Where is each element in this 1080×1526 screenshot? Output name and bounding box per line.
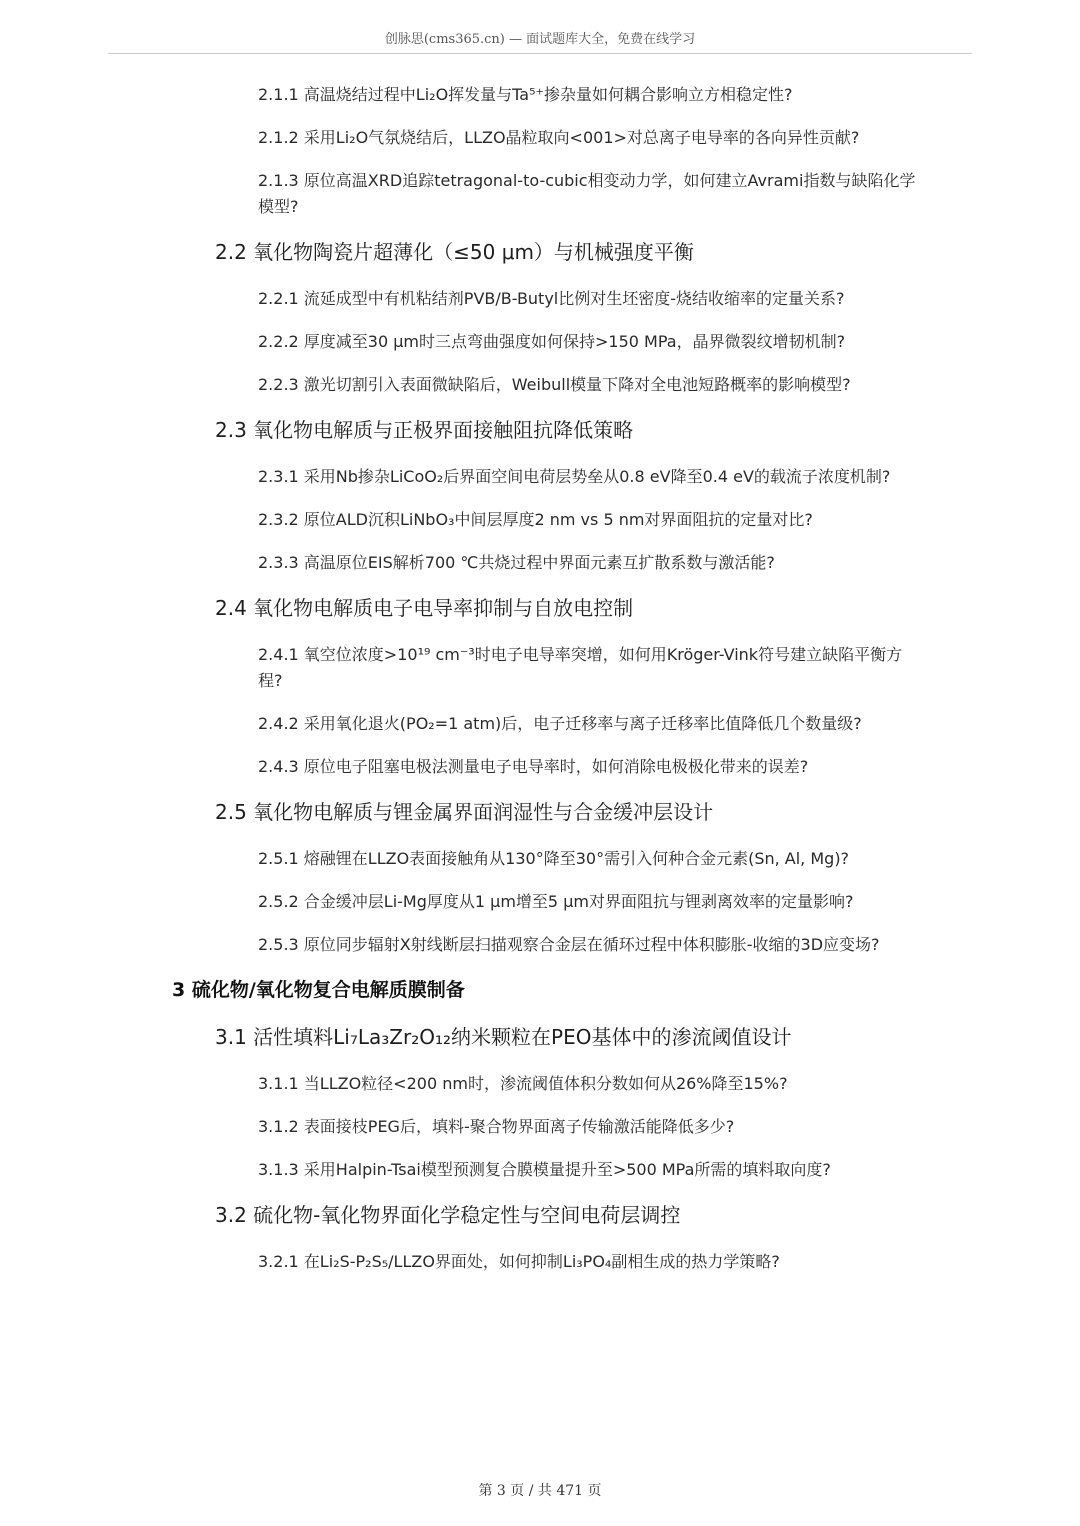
question-2-3-3: 2.3.3 高温原位EIS解析700 ℃共烧过程中界面元素互扩散系数与激活能?: [258, 553, 775, 572]
question-2-5-3: 2.5.3 原位同步辐射X射线断层扫描观察合金层在循环过程中体积膨胀-收缩的3D应变场?: [258, 935, 880, 954]
question-2-1-2: 2.1.2 采用Li₂O气氛烧结后，LLZO晶粒取向<001>对总离子电导率的各向异性贡献?: [258, 128, 860, 147]
question-2-4-2: 2.4.2 采用氧化退火(PO₂=1 atm)后，电子迁移率与离子迁移率比值降低几个数量级?: [258, 714, 862, 733]
question-3-1-2: 3.1.2 表面接枝PEG后，填料-聚合物界面离子传输激活能降低多少?: [258, 1117, 735, 1136]
subsection-heading-2-4: 2.4 氧化物电解质电子电导率抑制与自放电控制: [215, 596, 634, 620]
question-3-1-1: 3.1.1 当LLZO粒径<200 nm时，渗流阈值体积分数如何从26%降至15%?: [258, 1074, 788, 1093]
question-2-2-1: 2.2.1 流延成型中有机粘结剂PVB/B-Butyl比例对生坯密度-烧结收缩率的定量关系?: [258, 289, 845, 308]
question-2-4-3: 2.4.3 原位电子阻塞电极法测量电子电导率时，如何消除电极极化带来的误差?: [258, 757, 809, 776]
page-footer: 第 3 页 / 共 471 页: [478, 1483, 602, 1499]
question-2-3-1: 2.3.1 采用Nb掺杂LiCoO₂后界面空间电荷层势垒从0.8 eV降至0.4 eV的载流子浓度机制?: [258, 467, 891, 486]
question-2-5-1: 2.5.1 熔融锂在LLZO表面接触角从130°降至30°需引入何种合金元素(Sn, Al, Mg)?: [258, 849, 850, 868]
subsection-heading-2-5: 2.5 氧化物电解质与锂金属界面润湿性与合金缓冲层设计: [215, 800, 714, 824]
question-2-1-3: 2.1.3 原位高温XRD追踪tetragonal-to-cubic相变动力学，如何建立Avrami指数与缺陷化学模型?: [258, 171, 916, 216]
subsection-heading-2-3: 2.3 氧化物电解质与正极界面接触阻抗降低策略: [215, 418, 634, 442]
document-body: [0, 82, 1080, 1292]
question-2-5-2: 2.5.2 合金缓冲层Li-Mg厚度从1 μm增至5 μm对界面阻抗与锂剥离效率的定量影响?: [258, 892, 854, 911]
question-2-4-1: 2.4.1 氧空位浓度>10¹⁹ cm⁻³时电子电导率突增，如何用Kröger-Vink符号建立缺陷平衡方程?: [258, 645, 903, 690]
subsection-heading-2-2: 2.2 氧化物陶瓷片超薄化（≤50 μm）与机械强度平衡: [215, 240, 694, 264]
question-2-3-2: 2.3.2 原位ALD沉积LiNbO₃中间层厚度2 nm vs 5 nm对界面阻抗的定量对比?: [258, 510, 813, 529]
page-header: 创脉思(cms365.cn) — 面试题库大全，免费在线学习: [384, 32, 696, 47]
subsection-heading-3-1: 3.1 活性填料Li₇La₃Zr₂O₁₂纳米颗粒在PEO基体中的渗流阈值设计: [215, 1025, 792, 1049]
section-heading-3: 3 硫化物/氧化物复合电解质膜制备: [172, 979, 465, 1001]
question-2-1-1: 2.1.1 高温烧结过程中Li₂O挥发量与Ta⁵⁺掺杂量如何耦合影响立方相稳定性?: [258, 85, 793, 104]
question-2-2-3: 2.2.3 激光切割引入表面微缺陷后，Weibull模量下降对全电池短路概率的影响模型?: [258, 375, 851, 394]
question-3-2-1: 3.2.1 在Li₂S-P₂S₅/LLZO界面处，如何抑制Li₃PO₄副相生成的热力学策略?: [258, 1252, 780, 1271]
subsection-heading-3-2: 3.2 硫化物-氧化物界面化学稳定性与空间电荷层调控: [215, 1203, 681, 1227]
header-divider: [108, 53, 972, 54]
question-2-2-2: 2.2.2 厚度减至30 μm时三点弯曲强度如何保持>150 MPa，晶界微裂纹增韧机制?: [258, 332, 846, 351]
question-3-1-3: 3.1.3 采用Halpin-Tsai模型预测复合膜模量提升至>500 MPa所需的填料取向度?: [258, 1160, 831, 1179]
